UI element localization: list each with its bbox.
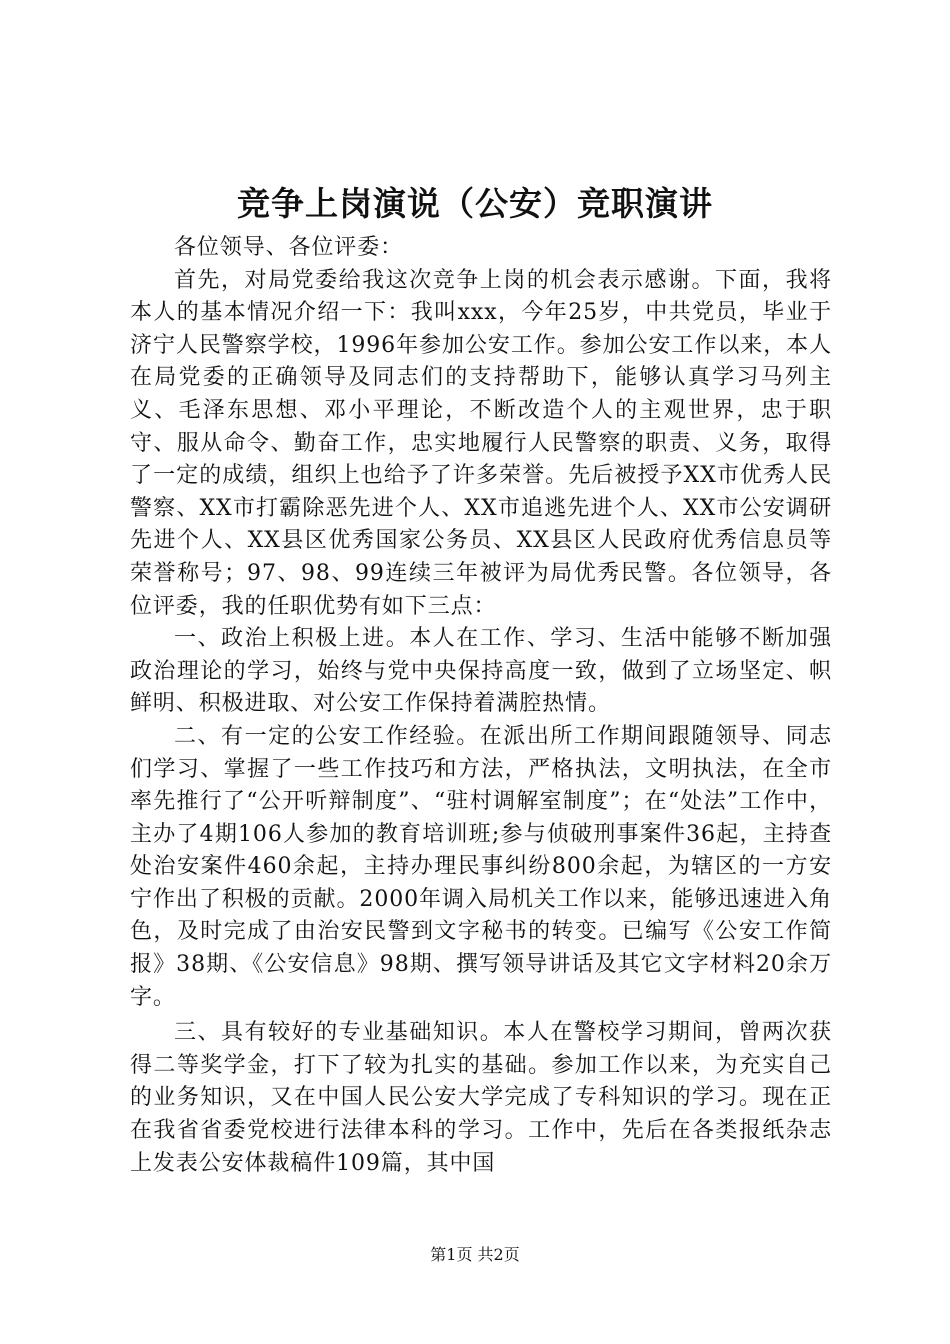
paragraph-experience: 二、有一定的公安工作经验。在派出所工作期间跟随领导、同志们学习、掌握了一些工作技巧和方法，严格执法，文明执法，在全市率先推行了“公开听辩制度”、“驻村调解室制度”；在“处法”工作中，主办了4期106人参加的教育培训班;参与侦破刑事案件36起，主持查处治安案件460余起，主持办理民事纠纷800余起，为辖区的一方安宁作出了积极的贡献。2000年调入局机关工作以来，能够迅速进入角色，及时完成了由治安民警到文字秘书的转变。已编写《公安工作简报》38期、《公安信息》98期、撰写领导讲话及其它文字材料20余万字。 — [130, 723, 832, 1010]
document-title: 竞争上岗演说（公安）竞职演讲 — [237, 184, 713, 223]
document-body — [130, 232, 832, 1180]
paragraph-knowledge: 三、具有较好的专业基础知识。本人在警校学习期间，曾两次获得二等奖学金，打下了较为扎实的基础。参加工作以来，为充实自己的业务知识，又在中国人民公安大学完成了专科知识的学习。现在正在我省省委党校进行法律本科的学习。工作中，先后在各类报纸杂志上发表公安体裁稿件109篇，其中国 — [130, 1020, 832, 1176]
salutation: 各位领导、各位评委： — [174, 235, 404, 260]
page-number-footer: 第1页 共2页 — [430, 1245, 520, 1264]
paragraph-political: 一、政治上积极上进。本人在工作、学习、生活中能够不断加强政治理论的学习，始终与党中央保持高度一致，做到了立场坚定、帜鲜明、积极进取、对公安工作保持着满腔热情。 — [130, 626, 832, 717]
paragraph-intro: 首先，对局党委给我这次竞争上岗的机会表示感谢。下面，我将本人的基本情况介绍一下：我叫xxx，今年25岁，中共党员，毕业于济宁人民警察学校，1996年参加公安工作。参加公安工作以来，本人在局党委的正确领导及同志们的支持帮助下，能够认真学习马列主义、毛泽东思想、邓小平理论，不断改造个人的主观世界，忠于职守、服从命令、勤奋工作，忠实地履行人民警察的职责、义务，取得了一定的成绩，组织上也给予了许多荣誉。先后被授予XX市优秀人民警察、XX市打霸除恶先进个人、XX市追逃先进个人、XX市公安调研先进个人、XX县区优秀国家公务员、XX县区人民政府优秀信息员等荣誉称号；97、98、99连续三年被评为局优秀民警。各位领导，各位评委，我的任职优势有如下三点： — [130, 267, 832, 619]
